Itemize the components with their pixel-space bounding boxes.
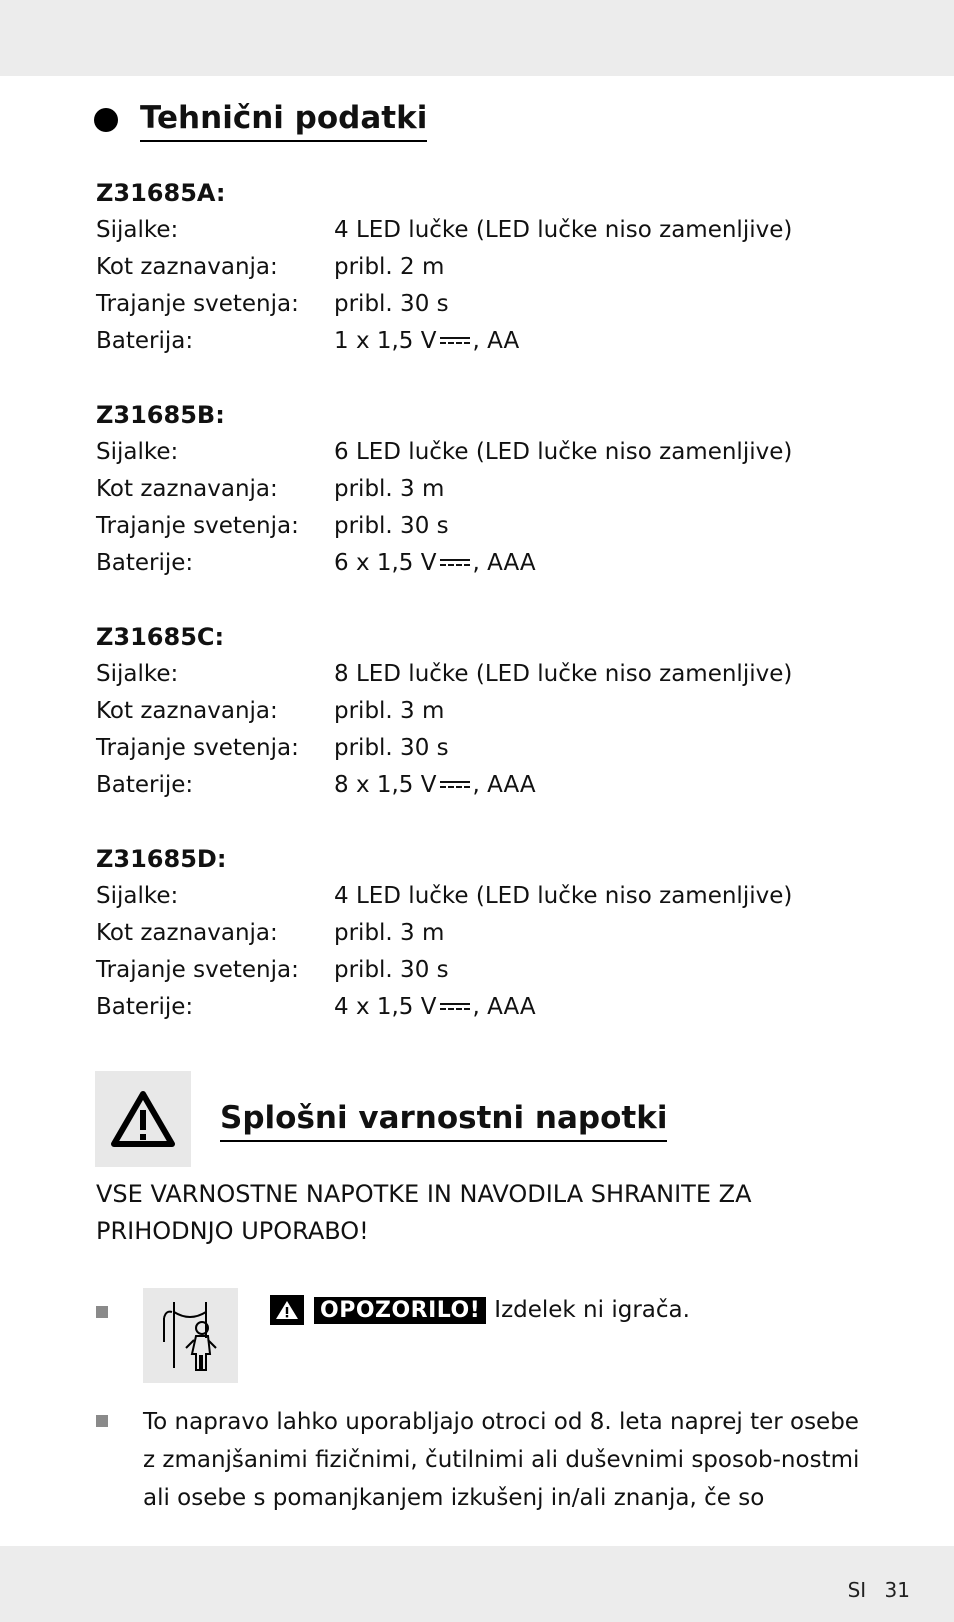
battery-spec: 6 x 1,5 V (334, 550, 437, 576)
spec-label: Kot zaznavanja: (96, 920, 278, 946)
spec-row (96, 730, 916, 767)
spec-label: Sijalke: (96, 661, 179, 687)
warning-line (270, 1292, 690, 1328)
spec-block-c (96, 619, 916, 804)
spec-row (96, 323, 916, 360)
child-not-toy-icon (143, 1288, 238, 1383)
spec-label: Baterija: (96, 328, 194, 354)
language-code: SI (847, 1578, 867, 1602)
spec-value (334, 767, 916, 804)
spec-block-d (96, 841, 916, 1026)
model-title: Z31685D: (96, 845, 227, 873)
battery-spec: 8 x 1,5 V (334, 772, 437, 798)
spec-block-a (96, 175, 916, 360)
spec-label: Trajanje svetenja: (96, 513, 299, 539)
bullet-square-icon (96, 1415, 108, 1427)
spec-value (334, 989, 916, 1026)
spec-row (96, 767, 916, 804)
spec-value: pribl. 30 s (334, 957, 449, 983)
spec-row (96, 212, 916, 249)
spec-label: Sijalke: (96, 439, 179, 465)
spec-row (96, 471, 916, 508)
spec-value: pribl. 2 m (334, 254, 445, 280)
spec-value: pribl. 3 m (334, 476, 445, 502)
page-number: 31 (884, 1578, 910, 1602)
warning-badge: OPOZORILO! (314, 1297, 486, 1324)
battery-type: , AAA (472, 772, 536, 798)
spec-value: 8 LED lučke (LED lučke niso zamenljive) (334, 661, 793, 687)
battery-type: , AAA (472, 550, 536, 576)
spec-value (334, 545, 916, 582)
tech-data-heading (94, 98, 427, 142)
spec-label: Trajanje svetenja: (96, 735, 299, 761)
spec-label: Kot zaznavanja: (96, 698, 278, 724)
spec-value: 4 LED lučke (LED lučke niso zamenljive) (334, 883, 793, 909)
spec-label: Baterije: (96, 994, 194, 1020)
battery-spec: 4 x 1,5 V (334, 994, 437, 1020)
spec-label: Sijalke: (96, 217, 179, 243)
battery-spec: 1 x 1,5 V (334, 328, 437, 354)
spec-row (96, 693, 916, 730)
spec-value: 6 LED lučke (LED lučke niso zamenljive) (334, 439, 793, 465)
warning-triangle-icon (270, 1295, 304, 1325)
bullet-dot-icon (94, 108, 118, 132)
bottom-band (0, 1546, 954, 1622)
page-footer (848, 1578, 910, 1602)
safety-paragraph: To napravo lahko uporabljajo otroci od 8. leta naprej ter osebe z zmanjšanimi fizičnimi, čutilnimi ali duševnimi sposob-nostmi ali osebe s pomanjkanjem izkušenj in/ali znanja, če so (143, 1409, 860, 1511)
top-band (0, 0, 954, 76)
spec-row (96, 434, 916, 471)
battery-type: , AA (472, 328, 520, 354)
spec-row (96, 545, 916, 582)
spec-value: pribl. 30 s (334, 291, 449, 317)
spec-block-b (96, 397, 916, 582)
spec-value: pribl. 30 s (334, 513, 449, 539)
dc-current-icon (438, 335, 472, 349)
model-title: Z31685C: (96, 623, 225, 651)
model-title: Z31685B: (96, 401, 225, 429)
safety-heading: Splošni varnostni napotki (220, 1098, 667, 1142)
spec-label: Trajanje svetenja: (96, 291, 299, 317)
spec-value: pribl. 30 s (334, 735, 449, 761)
spec-row (96, 989, 916, 1026)
spec-row (96, 249, 916, 286)
spec-label: Baterije: (96, 772, 194, 798)
battery-type: , AAA (472, 994, 536, 1020)
spec-row (96, 878, 916, 915)
warning-triangle-icon (95, 1071, 191, 1167)
bullet-square-icon (96, 1306, 108, 1318)
spec-row (96, 915, 916, 952)
spec-row (96, 952, 916, 989)
tech-data-title: Tehnični podatki (140, 98, 427, 142)
warning-text: Izdelek ni igrača. (494, 1297, 690, 1323)
caps-notice: VSE VARNOSTNE NAPOTKE IN NAVODILA SHRANITE ZA PRIHODNJO UPORABO! (96, 1180, 752, 1245)
spec-value: pribl. 3 m (334, 920, 445, 946)
dc-current-icon (438, 557, 472, 571)
model-title: Z31685A: (96, 179, 226, 207)
spec-label: Sijalke: (96, 883, 179, 909)
spec-label: Kot zaznavanja: (96, 254, 278, 280)
spec-value: pribl. 3 m (334, 698, 445, 724)
spec-value (334, 323, 916, 360)
spec-label: Trajanje svetenja: (96, 957, 299, 983)
spec-row (96, 508, 916, 545)
spec-value: 4 LED lučke (LED lučke niso zamenljive) (334, 217, 793, 243)
spec-label: Baterije: (96, 550, 194, 576)
dc-current-icon (438, 1001, 472, 1015)
dc-current-icon (438, 779, 472, 793)
spec-row (96, 656, 916, 693)
spec-row (96, 286, 916, 323)
spec-label: Kot zaznavanja: (96, 476, 278, 502)
